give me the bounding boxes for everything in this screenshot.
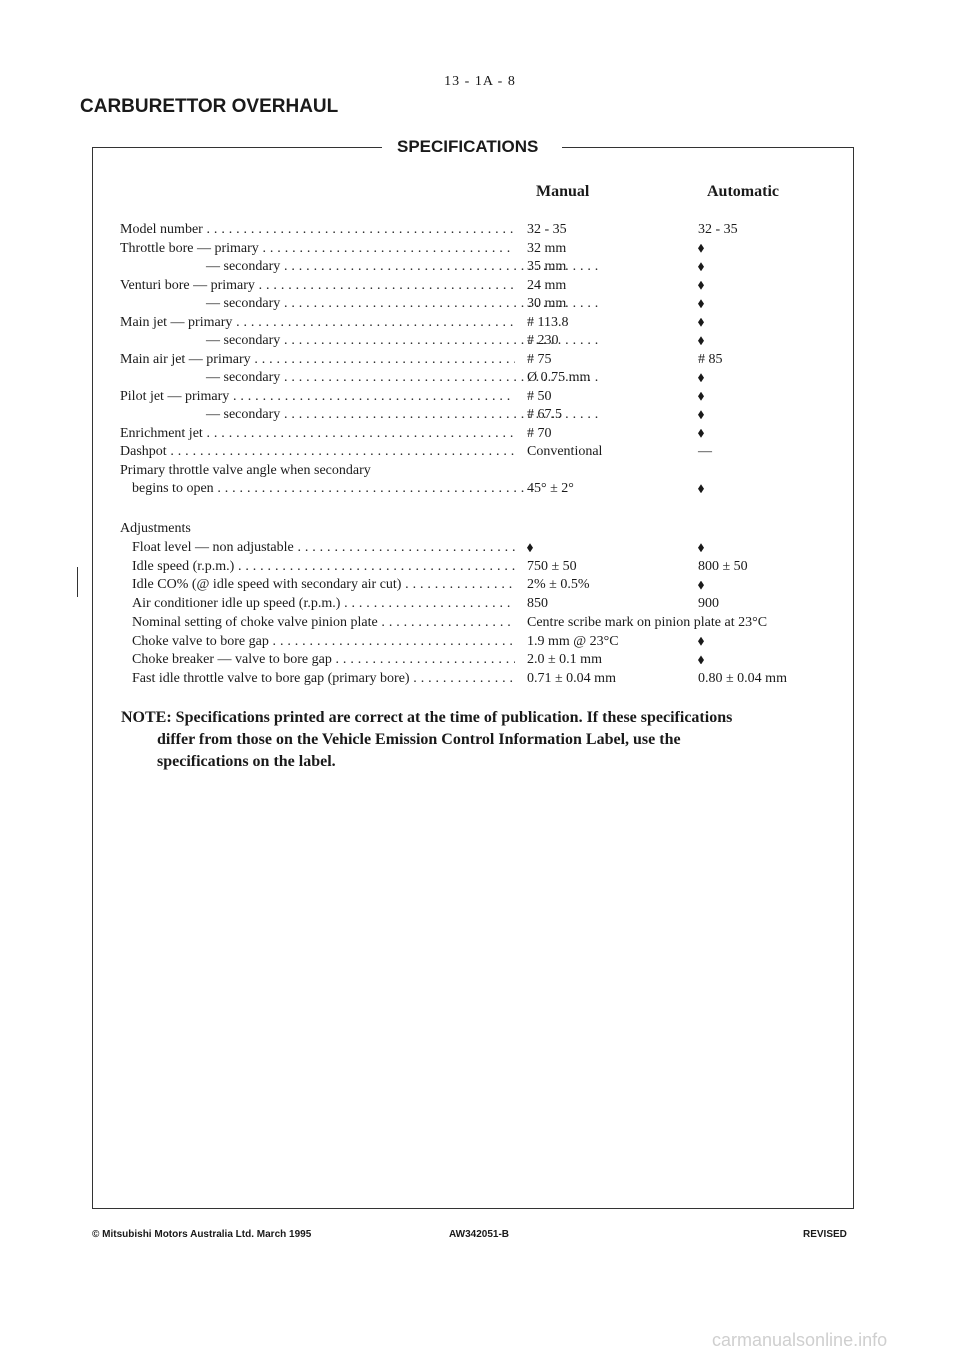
ditto-diamond-icon: [698, 318, 704, 327]
note-line-3: specifications on the label.: [157, 753, 336, 770]
spec-label: Float level — non adjustable . . .: [132, 538, 515, 557]
spec-row: [120, 313, 830, 332]
spec-value-manual: [527, 538, 533, 557]
document-title: CARBURETTOR OVERHAUL: [80, 96, 339, 117]
spec-value-automatic: [698, 387, 704, 406]
spec-row: [132, 613, 830, 632]
spec-value-automatic: 800 ± 50: [698, 558, 748, 574]
spec-row: [120, 405, 830, 424]
ditto-diamond-icon: [698, 392, 704, 401]
spec-row: [132, 575, 830, 594]
spec-value-automatic: 0.80 ± 0.04 mm: [698, 670, 787, 686]
spec-label: Dashpot . . .: [120, 442, 515, 461]
spec-label: Idle speed (r.p.m.) . . .: [132, 557, 515, 576]
margin-mark: [77, 567, 78, 597]
footer-copyright: © Mitsubishi Motors Australia Ltd. March 1995: [92, 1229, 312, 1240]
ditto-diamond-icon: [698, 262, 704, 271]
spec-label: — secondary . . .: [120, 331, 601, 350]
spec-label: — secondary . . .: [120, 294, 601, 313]
note-line-1: NOTE: Specifications printed are correct at the time of publication. If these specifications: [121, 709, 733, 726]
watermark: carmanualsonline.info: [712, 1330, 888, 1350]
spec-value-manual: 32 - 35: [527, 222, 567, 237]
spec-row: [120, 368, 830, 387]
ditto-diamond-icon: [698, 299, 704, 308]
spec-row: [120, 479, 830, 498]
ditto-diamond-icon: [698, 484, 704, 493]
spec-value-manual: # 113.8: [527, 314, 569, 330]
spec-value-manual: # 75: [527, 351, 552, 367]
spec-row: [120, 276, 830, 295]
spec-value-automatic: [698, 276, 704, 295]
spec-value-wide: Centre scribe mark on pinion plate at 23°C: [527, 614, 768, 630]
spec-value-manual: Conventional: [527, 444, 603, 459]
note: [121, 707, 827, 773]
spec-label: Choke valve to bore gap . . .: [132, 632, 515, 651]
footer-doc-code: AW342051-B: [449, 1229, 510, 1240]
page-number: 13 - 1A - 8: [444, 74, 516, 89]
spec-row: [132, 538, 830, 557]
spec-row: [120, 442, 830, 461]
adjustments-heading-text: Adjustments: [120, 521, 191, 536]
ditto-diamond-icon: [698, 637, 704, 646]
spec-label: Main air jet — primary . . .: [120, 350, 515, 369]
spec-label: Model number . . .: [120, 220, 515, 239]
spec-label: — secondary . . .: [120, 405, 601, 424]
spec-value-automatic: [698, 294, 704, 313]
spec-row: [120, 424, 830, 443]
ditto-diamond-icon: [698, 655, 704, 664]
spec-label: Idle CO% (@ idle speed with secondary air cut) . . .: [132, 575, 515, 594]
spec-value-automatic: [698, 632, 704, 651]
ditto-diamond-icon: [698, 543, 704, 552]
spec-value-manual: 45° ± 2°: [527, 481, 574, 496]
spec-value-automatic: [698, 405, 704, 424]
spec-label: Throttle bore — primary . . .: [120, 239, 515, 258]
spec-label: — secondary . . .: [120, 257, 601, 276]
ditto-diamond-icon: [698, 410, 704, 419]
spec-value-manual: 35 mm: [527, 259, 567, 274]
spec-row: [132, 669, 830, 688]
ditto-diamond-icon: [698, 581, 704, 590]
spec-row: [120, 350, 830, 369]
spec-row: [120, 239, 830, 258]
spec-row: [120, 461, 830, 480]
spec-row: [120, 387, 830, 406]
spec-label: begins to open . . .: [120, 479, 527, 498]
spec-value-manual: 1.9 mm @ 23°C: [527, 633, 619, 649]
spec-value-manual: # 230: [527, 333, 559, 348]
spec-value-manual: 32 mm: [527, 240, 567, 256]
adjustments-heading: [120, 519, 830, 538]
spec-value-automatic: [698, 239, 704, 258]
spec-value-automatic: 900: [698, 596, 719, 612]
spec-value-automatic: [698, 368, 704, 387]
spec-value-manual: 30 mm: [527, 296, 567, 311]
spec-label: Fast idle throttle valve to bore gap (primary bore) . . .: [132, 669, 515, 688]
spec-value-manual: 0.71 ± 0.04 mm: [527, 670, 616, 686]
spec-label: — secondary . . .: [120, 368, 601, 387]
spec-value-manual: # 67.5: [527, 407, 562, 422]
spec-value-automatic: [698, 650, 704, 669]
spec-value-manual: 750 ± 50: [527, 558, 577, 574]
spec-value-manual: 850: [527, 596, 548, 612]
spec-value-automatic: —: [698, 444, 712, 459]
spec-value-automatic: # 85: [698, 351, 723, 367]
spec-value-manual: 24 mm: [527, 277, 567, 293]
section-title: SPECIFICATIONS: [393, 137, 542, 157]
spec-label: Choke breaker — valve to bore gap . . .: [132, 650, 515, 669]
spec-value-automatic: [698, 538, 704, 557]
spec-value-manual: # 70: [527, 425, 552, 441]
spec-label: Nominal setting of choke valve pinion plate . . .: [132, 613, 515, 632]
spec-row: [120, 331, 830, 350]
spec-value-automatic: [698, 313, 704, 332]
spec-label: Main jet — primary . . .: [120, 313, 515, 332]
spec-label: Air conditioner idle up speed (r.p.m.) . . .: [132, 594, 515, 613]
spec-label: Enrichment jet . . .: [120, 424, 515, 443]
footer-status: REVISED: [803, 1229, 847, 1240]
ditto-diamond-icon: [698, 373, 704, 382]
spec-value-automatic: [698, 257, 704, 276]
spec-value-automatic: 32 - 35: [698, 222, 738, 237]
note-line-2: differ from those on the Vehicle Emission Control Information Label, use the: [157, 731, 681, 748]
column-header-automatic: Automatic: [707, 183, 779, 200]
ditto-diamond-icon: [698, 429, 704, 438]
spec-row: [120, 257, 830, 276]
ditto-diamond-icon: [698, 336, 704, 345]
spec-label: Primary throttle valve angle when secondary: [120, 462, 371, 478]
ditto-diamond-icon: [698, 281, 704, 290]
ditto-diamond-icon: [527, 543, 533, 552]
spec-value-manual: 2% ± 0.5%: [527, 577, 590, 593]
spec-row: [132, 594, 830, 613]
spec-value-automatic: [698, 479, 704, 498]
spec-row: [132, 557, 830, 576]
spec-label: Venturi bore — primary . . .: [120, 276, 515, 295]
spec-value-automatic: [698, 424, 704, 443]
spec-row: [132, 632, 830, 651]
spec-value-automatic: [698, 575, 704, 594]
spec-value-automatic: [698, 331, 704, 350]
spec-row: [132, 650, 830, 669]
spec-row: [120, 294, 830, 313]
column-header-manual: Manual: [536, 183, 590, 200]
spec-value-manual: 2.0 ± 0.1 mm: [527, 652, 602, 668]
spec-label: Pilot jet — primary . . .: [120, 387, 515, 406]
ditto-diamond-icon: [698, 244, 704, 253]
spec-row: [120, 220, 830, 239]
spec-value-manual: Ø 0.75 mm: [527, 370, 591, 385]
spec-value-manual: # 50: [527, 388, 552, 404]
